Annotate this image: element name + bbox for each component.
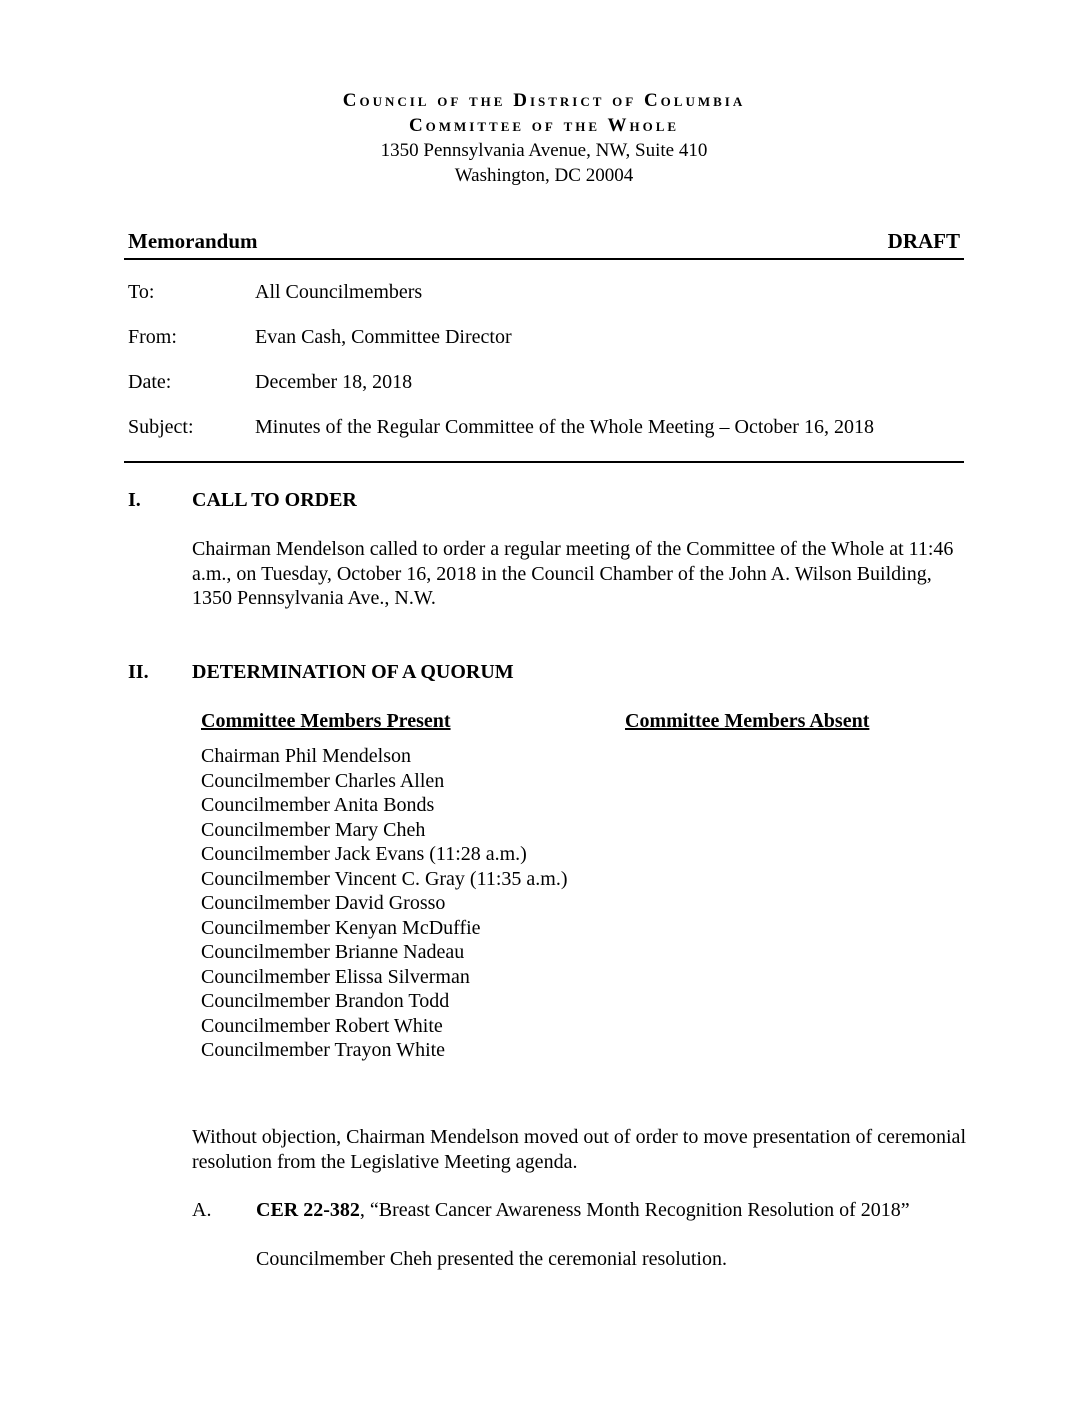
agenda-item-code: CER 22-382 (256, 1199, 360, 1221)
list-item: Councilmember Anita Bonds (201, 794, 435, 816)
from-value: Evan Cash, Committee Director (255, 326, 512, 348)
section-1-title: CALL TO ORDER (192, 489, 357, 511)
section-1-number: I. (128, 489, 141, 511)
agenda-item-note: Councilmember Cheh presented the ceremonial resolution. (256, 1248, 727, 1270)
list-item: Councilmember Trayon White (201, 1039, 446, 1061)
draft-label: DRAFT (887, 229, 960, 253)
list-item: Councilmember Brianne Nadeau (201, 941, 465, 963)
out-of-order-paragraph: Without objection, Chairman Mendelson moved out of order to move presentation of ceremonial resolution from the Legislative Meeting agenda. (192, 1126, 966, 1173)
subject-label: Subject: (128, 416, 194, 438)
list-item: Councilmember Jack Evans (11:28 a.m.) (201, 843, 527, 865)
subject-value: Minutes of the Regular Committee of the Whole Meeting – October 16, 2018 (255, 416, 874, 438)
committee-name: Committee of the Whole (408, 115, 680, 136)
header-rule (124, 258, 964, 260)
memo-title: Memorandum (128, 229, 258, 253)
list-item: Councilmember Brandon Todd (201, 990, 450, 1012)
address-city: Washington, DC 20004 (454, 165, 634, 186)
date-value: December 18, 2018 (255, 371, 413, 393)
absent-heading: Committee Members Absent (625, 710, 870, 732)
list-item: Councilmember David Grosso (201, 892, 446, 914)
list-item: Councilmember Charles Allen (201, 769, 445, 792)
from-label: From: (128, 326, 177, 348)
present-members-list (201, 744, 568, 1063)
date-label: Date: (128, 371, 172, 393)
agenda-item-letter: A. (192, 1199, 212, 1221)
section-2-title: DETERMINATION OF A QUORUM (192, 661, 514, 683)
list-item: Councilmember Elissa Silverman (201, 965, 470, 988)
org-name: Council of the District of Columbia (342, 90, 746, 111)
fields-rule (124, 461, 964, 463)
call-to-order-paragraph: Chairman Mendelson called to order a regular meeting of the Committee of the Whole at 11:46 a.m., on Tuesday, October 16, 2018 in the Council Chamber of the John A. Wilson Building, 1350 Pennsylvania Ave., N.W. (192, 538, 954, 609)
list-item: Chairman Phil Mendelson (201, 745, 411, 767)
present-heading: Committee Members Present (201, 710, 451, 732)
list-item: Councilmember Robert White (201, 1014, 443, 1037)
section-2-number: II. (128, 661, 149, 683)
address-street: 1350 Pennsylvania Avenue, NW, Suite 410 (380, 140, 708, 161)
list-item: Councilmember Mary Cheh (201, 818, 426, 841)
list-item: Councilmember Kenyan McDuffie (201, 916, 481, 939)
letterhead (0, 88, 1088, 188)
to-label: To: (128, 281, 155, 303)
agenda-item (256, 1199, 910, 1222)
list-item: Councilmember Vincent C. Gray (11:35 a.m.) (201, 867, 568, 890)
agenda-item-title: , “Breast Cancer Awareness Month Recognition Resolution of 2018” (359, 1199, 910, 1221)
to-value: All Councilmembers (255, 281, 423, 303)
